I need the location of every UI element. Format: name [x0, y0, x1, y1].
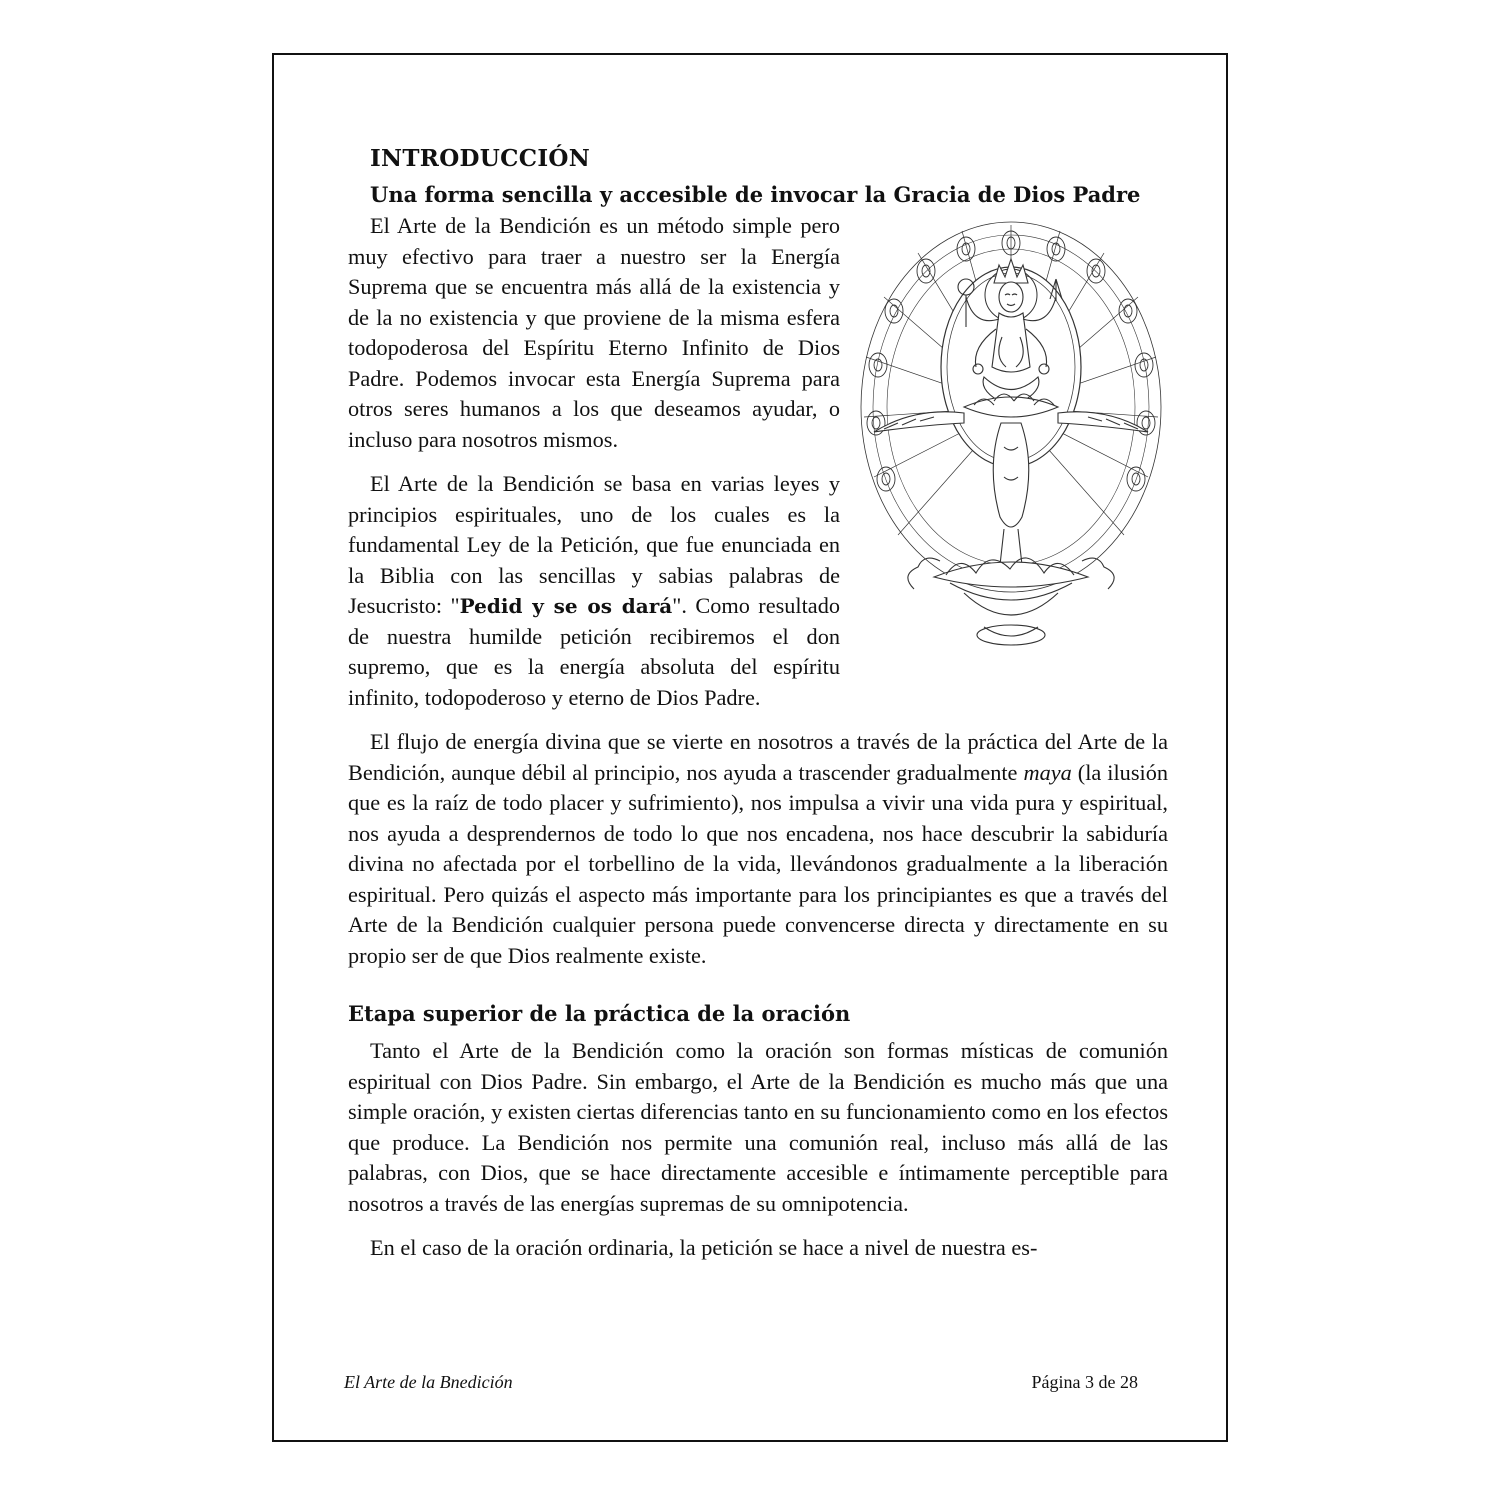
paragraph-2-quote: Pedid y se os dará	[459, 594, 673, 618]
paragraph-5: En el caso de la oración ordinaria, la petición se hace a nivel de nuestra es-	[370, 1235, 1038, 1260]
paragraph-1: El Arte de la Bendición es un método simple pero muy efectivo para traer a nuestro ser la Energía Suprema que se encuentra más allá de la existencia y de la no existencia y que proviene de la misma esfera todopoderosa del Espíritu Eterno Infinito de Dios Padre. Podemos invocar esta Energía Suprema para otros seres humanos a los que deseamos ayudar, o incluso para nosotros mismos.	[348, 213, 840, 452]
page-title: INTRODUCCIÓN	[370, 145, 591, 172]
paragraph-3-maya: maya	[1023, 759, 1072, 785]
section-subtitle: Una forma sencilla y accesible de invocar la Gracia de Dios Padre	[370, 182, 1141, 207]
section-2-title: Etapa superior de la práctica de la oración	[348, 1001, 851, 1026]
paragraph-2-text-a: El Arte de la Bendición se basa en varias leyes y principios espirituales, uno de los cuales es la fundamental Ley de la Petición, que fue enunciada en la Biblia con las sencillas y sabias palabras de Jesucristo: "	[348, 471, 840, 618]
page-footer	[344, 1372, 1138, 1393]
paragraph-3	[348, 727, 1168, 971]
paragraph-2-text-b: ". Como resultado de nuestra humilde petición recibiremos el don supremo, que es la energía absoluta del espíritu infinito, todopoderoso y eterno de Dios Padre.	[348, 593, 840, 710]
paragraph-4: Tanto el Arte de la Bendición como la oración son formas místicas de comunión espiritual con Dios Padre. Sin embargo, el Arte de la Bendición es mucho más que una simple oración, y existen ciertas diferencias tanto en su funcionamiento como en los efectos que produce. La Bendición nos permite una comunión real, incluso más allá de las palabras, con Dios, que se hace directamente accesible e íntimamente perceptible para nosotros a través de las energías supremas de su omnipotencia.	[348, 1038, 1168, 1216]
footer-book-title: El Arte de la Bnedición	[344, 1372, 513, 1392]
paragraph-3-text-a: El flujo de energía divina que se vierte en nosotros a través de la práctica del Arte de la Bendición, aunque débil al principio, nos ayuda a trascender gradualmente	[348, 729, 1168, 785]
illustration-icon	[854, 217, 1168, 657]
deity-lotus-peacock-illustration	[854, 217, 1168, 657]
paragraph-3-text-b: (la ilusión que es la raíz de todo placer y sufrimiento), nos impulsa a vivir una vida pura y espiritual, nos ayuda a desprendernos de todo lo que nos encadena, nos hace descubrir la sabiduría divina no afectada por el torbellino de la vida, llevándonos gradualmente a la liberación espiritual. Pero quizás el aspecto más importante para los principiantes es que a través del Arte de la Bendición cualquier persona puede convencerse directa y directamente en su propio ser de que Dios realmente existe.	[348, 759, 1168, 968]
document-page	[272, 53, 1228, 1442]
page-content	[348, 145, 1168, 1278]
footer-page-number: Página 3 de 28	[1031, 1372, 1138, 1392]
